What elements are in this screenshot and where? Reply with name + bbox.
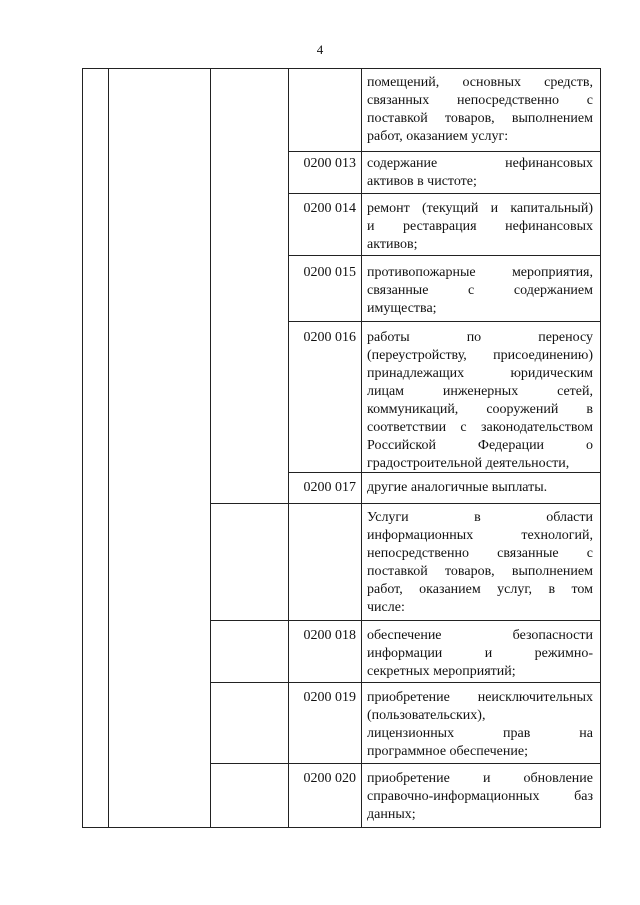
- text-line: лицензионных прав на: [367, 726, 593, 741]
- text-line: информационных технологий,: [367, 528, 593, 543]
- row-divider: [210, 503, 601, 504]
- text-line: соответствии с законодательством: [367, 420, 593, 435]
- text-line: Российской Федерации о: [367, 438, 593, 453]
- text-line: принадлежащих юридическим: [367, 366, 593, 381]
- text-line: градостроительной деятельности,: [367, 456, 570, 471]
- text-line: поставкой товаров, выполнением: [367, 564, 593, 579]
- budget-code: 0200 019: [303, 690, 356, 705]
- text-line: информации и режимно-: [367, 646, 593, 661]
- table-column-divider: [210, 68, 211, 828]
- text-line: противопожарные мероприятия,: [367, 265, 593, 280]
- table-border-top: [82, 68, 601, 69]
- budget-code: 0200 020: [303, 771, 356, 786]
- text-line: и реставрация нефинансовых: [367, 219, 593, 234]
- budget-code: 0200 016: [303, 330, 356, 345]
- row-divider: [288, 321, 601, 322]
- text-line: ремонт (текущий и капитальный): [367, 201, 593, 216]
- text-line: приобретение неисключительных: [367, 690, 593, 705]
- row-text: [367, 479, 593, 497]
- row-divider: [210, 763, 601, 764]
- row-text: [367, 155, 593, 191]
- text-line: помещений, основных средств,: [367, 75, 593, 90]
- row-text: [367, 509, 593, 617]
- row-divider: [210, 682, 601, 683]
- text-line: связанных непосредственно с: [367, 93, 593, 108]
- text-line: Услуги в области: [367, 510, 593, 525]
- row-text: [367, 74, 593, 146]
- row-divider: [288, 193, 601, 194]
- row-text: [367, 770, 593, 824]
- table-column-divider: [361, 68, 362, 828]
- text-line: приобретение и обновление: [367, 771, 593, 786]
- text-line: числе:: [367, 600, 405, 615]
- budget-code: 0200 014: [303, 201, 356, 216]
- text-line: обеспечение безопасности: [367, 628, 593, 643]
- table-border-right: [600, 68, 601, 828]
- budget-code: 0200 013: [303, 156, 356, 171]
- row-text: [367, 264, 593, 318]
- table-border-left: [82, 68, 83, 828]
- text-line: данных;: [367, 807, 416, 822]
- page-number: 4: [316, 42, 324, 57]
- table-border-bottom: [82, 827, 601, 828]
- text-line: связанные с содержанием: [367, 283, 593, 298]
- text-line: (переустройству, присоединению): [367, 348, 593, 363]
- row-text: [367, 200, 593, 254]
- text-line: активов в чистоте;: [367, 174, 477, 189]
- table-column-divider: [288, 68, 289, 828]
- budget-code: 0200 015: [303, 265, 356, 280]
- text-line: содержание нефинансовых: [367, 156, 593, 171]
- row-text: [367, 329, 593, 473]
- row-divider: [288, 151, 601, 152]
- text-line: коммуникаций, сооружений в: [367, 402, 593, 417]
- text-line: работ, оказанием услуг, в том: [367, 582, 593, 597]
- text-line: поставкой товаров, выполнением: [367, 111, 593, 126]
- row-divider: [210, 620, 601, 621]
- table-column-divider: [108, 68, 109, 828]
- text-line: активов;: [367, 237, 418, 252]
- text-line: секретных мероприятий;: [367, 664, 516, 679]
- budget-code: 0200 017: [303, 480, 356, 495]
- row-divider: [288, 255, 601, 256]
- text-line: имущества;: [367, 301, 437, 316]
- text-line: справочно-информационных баз: [367, 789, 593, 804]
- text-line: (пользовательских),: [367, 708, 486, 723]
- text-line: работы по переносу: [367, 330, 593, 345]
- text-line: лицам инженерных сетей,: [367, 384, 593, 399]
- text-line: непосредственно связанные с: [367, 546, 593, 561]
- row-text: [367, 627, 593, 681]
- text-line: другие аналогичные выплаты.: [367, 480, 548, 495]
- row-text: [367, 689, 593, 761]
- text-line: работ, оказанием услуг:: [367, 129, 509, 144]
- budget-code: 0200 018: [303, 628, 356, 643]
- text-line: программное обеспечение;: [367, 744, 528, 759]
